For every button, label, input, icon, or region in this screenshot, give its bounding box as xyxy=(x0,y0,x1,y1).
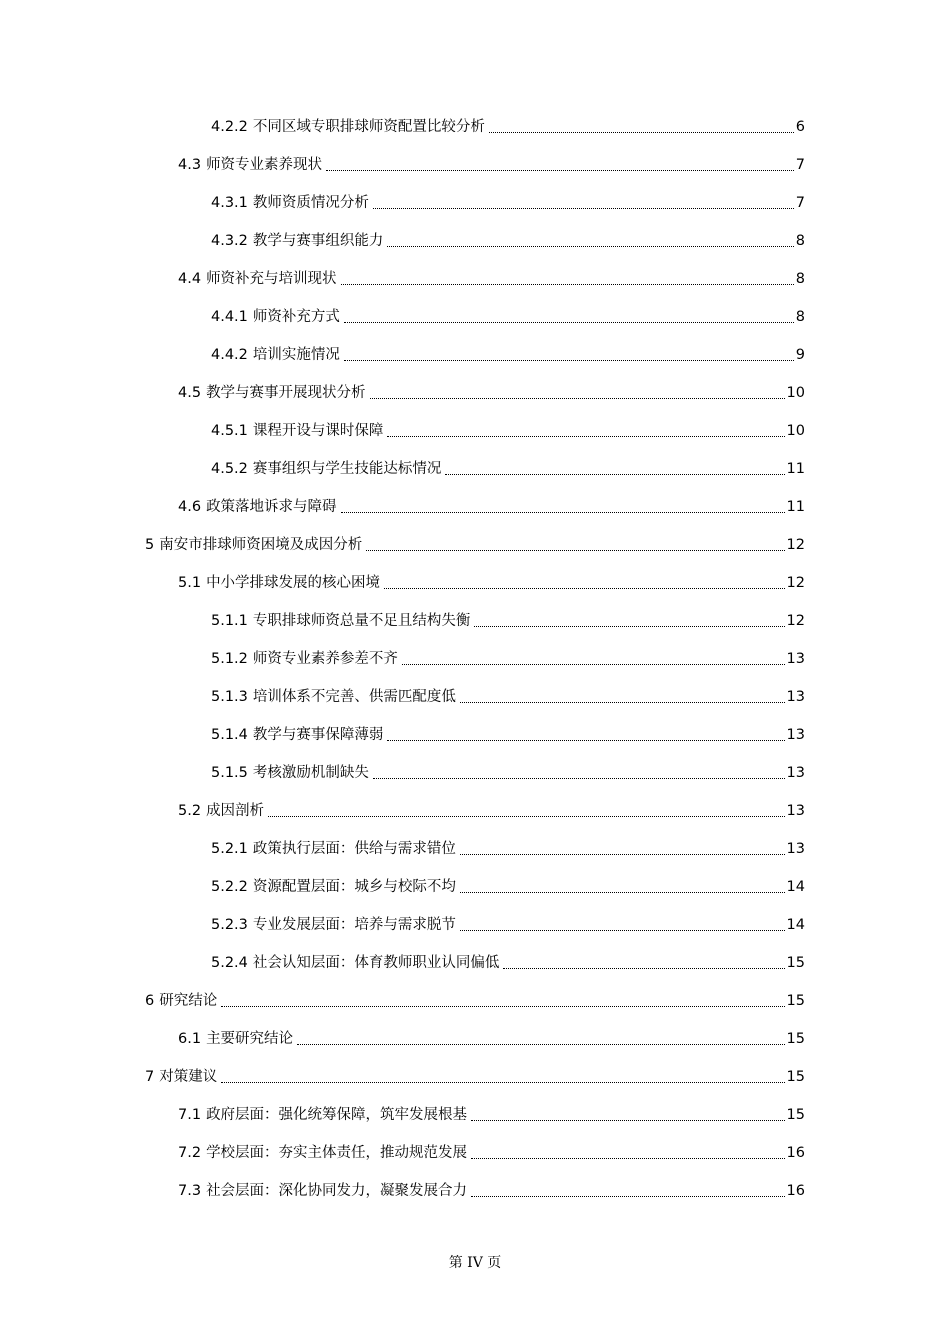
dot-leader xyxy=(387,740,784,741)
toc-entry-page-number: 13 xyxy=(786,727,805,743)
toc-entry-title: 师资专业素养现状 xyxy=(206,157,323,173)
dot-leader xyxy=(341,512,785,513)
toc-entry-number: 5.1.4 xyxy=(211,727,248,743)
dot-leader xyxy=(474,626,784,627)
toc-entry[interactable] xyxy=(0,754,950,792)
dot-leader xyxy=(221,1006,784,1007)
toc-entry-page-number: 10 xyxy=(786,423,805,439)
toc-entry-page-number: 15 xyxy=(786,955,805,971)
toc-entry[interactable] xyxy=(0,1134,950,1172)
dot-leader xyxy=(268,816,784,817)
dot-leader xyxy=(370,398,785,399)
dot-leader xyxy=(387,436,784,437)
toc-entry-number: 5.1.2 xyxy=(211,651,248,667)
toc-entry-page-number: 14 xyxy=(786,879,805,895)
toc-entry-title: 专职排球师资总量不足且结构失衡 xyxy=(252,613,471,629)
dot-leader xyxy=(402,664,785,665)
page-number-footer: 第 IV 页 xyxy=(448,1255,502,1271)
toc-entry-number: 6.1 xyxy=(178,1031,202,1047)
toc-entry-number: 4.5.1 xyxy=(211,423,248,439)
dot-leader xyxy=(460,854,785,855)
toc-entry-number: 7 xyxy=(145,1069,155,1085)
toc-entry-title: 赛事组织与学生技能达标情况 xyxy=(252,461,442,477)
toc-entry-number: 4.3 xyxy=(178,157,202,173)
toc-entry[interactable] xyxy=(0,868,950,906)
toc-entry-page-number: 14 xyxy=(786,917,805,933)
toc-entry-title: 师资专业素养参差不齐 xyxy=(252,651,398,667)
toc-entry-page-number: 15 xyxy=(786,1107,805,1123)
toc-entry-number: 5.1 xyxy=(178,575,202,591)
toc-entry-number: 4.5 xyxy=(178,385,202,401)
toc-entry-number: 4.4 xyxy=(178,271,202,287)
toc-entry-number: 7.2 xyxy=(178,1145,202,1161)
dot-leader xyxy=(471,1120,784,1121)
toc-entry-page-number: 13 xyxy=(786,651,805,667)
toc-entry-number: 5.1.3 xyxy=(211,689,248,705)
toc-entry-title: 专业发展层面：培养与需求脱节 xyxy=(252,917,456,933)
toc-entry-title: 政策落地诉求与障碍 xyxy=(206,499,337,515)
dot-leader xyxy=(387,246,793,247)
toc-entry-title: 考核激励机制缺失 xyxy=(252,765,369,781)
toc-entry-number: 4.3.2 xyxy=(211,233,248,249)
toc-entry-title: 教学与赛事组织能力 xyxy=(252,233,384,249)
toc-entry-title: 研究结论 xyxy=(159,993,218,1009)
toc-entry[interactable] xyxy=(0,944,950,982)
toc-entry-title: 政策执行层面：供给与需求错位 xyxy=(252,841,456,857)
toc-entry[interactable] xyxy=(0,146,950,184)
dot-leader xyxy=(489,132,794,133)
toc-entry[interactable] xyxy=(0,1058,950,1096)
toc-entry-number: 7.3 xyxy=(178,1183,202,1199)
toc-entry[interactable] xyxy=(0,1020,950,1058)
toc-entry-page-number: 16 xyxy=(786,1183,805,1199)
toc-entry-number: 4.4.2 xyxy=(211,347,248,363)
toc-entry-number: 5.2.1 xyxy=(211,841,248,857)
toc-entry[interactable] xyxy=(0,374,950,412)
toc-entry[interactable] xyxy=(0,298,950,336)
toc-entry[interactable] xyxy=(0,716,950,754)
table-of-contents xyxy=(0,108,950,1210)
toc-entry-page-number: 15 xyxy=(786,1031,805,1047)
toc-entry[interactable] xyxy=(0,488,950,526)
toc-entry-title: 社会层面：深化协同发力，凝聚发展合力 xyxy=(206,1183,468,1199)
toc-entry-number: 6 xyxy=(145,993,155,1009)
dot-leader xyxy=(373,778,785,779)
toc-entry[interactable] xyxy=(0,260,950,298)
toc-entry-page-number: 12 xyxy=(786,575,805,591)
toc-entry-title: 教师资质情况分析 xyxy=(252,195,369,211)
toc-entry-number: 5.2 xyxy=(178,803,202,819)
toc-entry-title: 教学与赛事开展现状分析 xyxy=(206,385,366,401)
toc-entry-page-number: 15 xyxy=(786,1069,805,1085)
toc-entry-page-number: 9 xyxy=(795,347,805,363)
dot-leader xyxy=(344,322,794,323)
toc-entry[interactable] xyxy=(0,640,950,678)
toc-entry-page-number: 13 xyxy=(786,765,805,781)
toc-entry-title: 社会认知层面：体育教师职业认同偏低 xyxy=(252,955,500,971)
toc-entry-page-number: 7 xyxy=(795,157,805,173)
toc-entry-number: 4.2.2 xyxy=(211,119,248,135)
toc-entry-title: 政府层面：强化统筹保障，筑牢发展根基 xyxy=(206,1107,468,1123)
toc-entry[interactable] xyxy=(0,678,950,716)
toc-entry-number: 4.5.2 xyxy=(211,461,248,477)
toc-entry-title: 中小学排球发展的核心困境 xyxy=(206,575,381,591)
toc-entry[interactable] xyxy=(0,564,950,602)
toc-entry-title: 对策建议 xyxy=(159,1069,218,1085)
toc-entry-title: 南安市排球师资困境及成因分析 xyxy=(159,537,363,553)
toc-entry-title: 成因剖析 xyxy=(206,803,265,819)
toc-entry-page-number: 13 xyxy=(786,841,805,857)
toc-entry-page-number: 12 xyxy=(786,613,805,629)
dot-leader xyxy=(221,1082,784,1083)
toc-entry-page-number: 16 xyxy=(786,1145,805,1161)
toc-entry-page-number: 10 xyxy=(786,385,805,401)
toc-entry-page-number: 11 xyxy=(786,499,805,515)
toc-entry[interactable] xyxy=(0,526,950,564)
toc-entry-number: 4.6 xyxy=(178,499,202,515)
dot-leader xyxy=(297,1044,784,1045)
toc-entry[interactable] xyxy=(0,906,950,944)
toc-entry-title: 师资补充方式 xyxy=(252,309,340,325)
toc-entry-title: 教学与赛事保障薄弱 xyxy=(252,727,384,743)
toc-entry-page-number: 8 xyxy=(795,271,805,287)
dot-leader xyxy=(471,1158,784,1159)
toc-entry[interactable] xyxy=(0,602,950,640)
toc-entry-title: 课程开设与课时保障 xyxy=(252,423,384,439)
dot-leader xyxy=(503,968,784,969)
toc-entry-page-number: 11 xyxy=(786,461,805,477)
toc-entry-page-number: 8 xyxy=(795,233,805,249)
toc-entry-number: 5.2.3 xyxy=(211,917,248,933)
toc-entry[interactable] xyxy=(0,982,950,1020)
toc-entry-title: 师资补充与培训现状 xyxy=(206,271,337,287)
toc-entry[interactable] xyxy=(0,830,950,868)
toc-entry[interactable] xyxy=(0,184,950,222)
toc-entry-page-number: 15 xyxy=(786,993,805,1009)
toc-entry-number: 5.2.4 xyxy=(211,955,248,971)
toc-entry-title: 培训实施情况 xyxy=(252,347,340,363)
toc-entry-title: 培训体系不完善、供需匹配度低 xyxy=(252,689,456,705)
toc-entry[interactable] xyxy=(0,222,950,260)
toc-entry-title: 学校层面：夯实主体责任，推动规范发展 xyxy=(206,1145,468,1161)
toc-entry-title: 资源配置层面：城乡与校际不均 xyxy=(252,879,456,895)
toc-entry-page-number: 6 xyxy=(795,119,805,135)
toc-entry-number: 4.3.1 xyxy=(211,195,248,211)
dot-leader xyxy=(384,588,784,589)
toc-entry[interactable] xyxy=(0,1096,950,1134)
toc-entry-title: 主要研究结论 xyxy=(206,1031,294,1047)
dot-leader xyxy=(445,474,784,475)
toc-entry-page-number: 12 xyxy=(786,537,805,553)
dot-leader xyxy=(366,550,784,551)
dot-leader xyxy=(341,284,794,285)
toc-entry-number: 5 xyxy=(145,537,155,553)
toc-entry[interactable] xyxy=(0,450,950,488)
toc-entry-number: 5.1.1 xyxy=(211,613,248,629)
dot-leader xyxy=(460,702,785,703)
toc-entry[interactable] xyxy=(0,1172,950,1210)
dot-leader xyxy=(460,892,785,893)
toc-entry[interactable] xyxy=(0,336,950,374)
toc-entry-page-number: 13 xyxy=(786,689,805,705)
toc-entry-number: 7.1 xyxy=(178,1107,202,1123)
toc-entry[interactable] xyxy=(0,412,950,450)
dot-leader xyxy=(373,208,794,209)
toc-entry[interactable] xyxy=(0,108,950,146)
toc-entry-number: 4.4.1 xyxy=(211,309,248,325)
toc-entry-number: 5.2.2 xyxy=(211,879,248,895)
dot-leader xyxy=(460,930,785,931)
toc-entry-number: 5.1.5 xyxy=(211,765,248,781)
dot-leader xyxy=(326,170,794,171)
toc-entry-page-number: 13 xyxy=(786,803,805,819)
dot-leader xyxy=(471,1196,784,1197)
toc-entry-page-number: 8 xyxy=(795,309,805,325)
toc-entry-title: 不同区域专职排球师资配置比较分析 xyxy=(252,119,485,135)
dot-leader xyxy=(344,360,794,361)
toc-entry[interactable] xyxy=(0,792,950,830)
toc-entry-page-number: 7 xyxy=(795,195,805,211)
